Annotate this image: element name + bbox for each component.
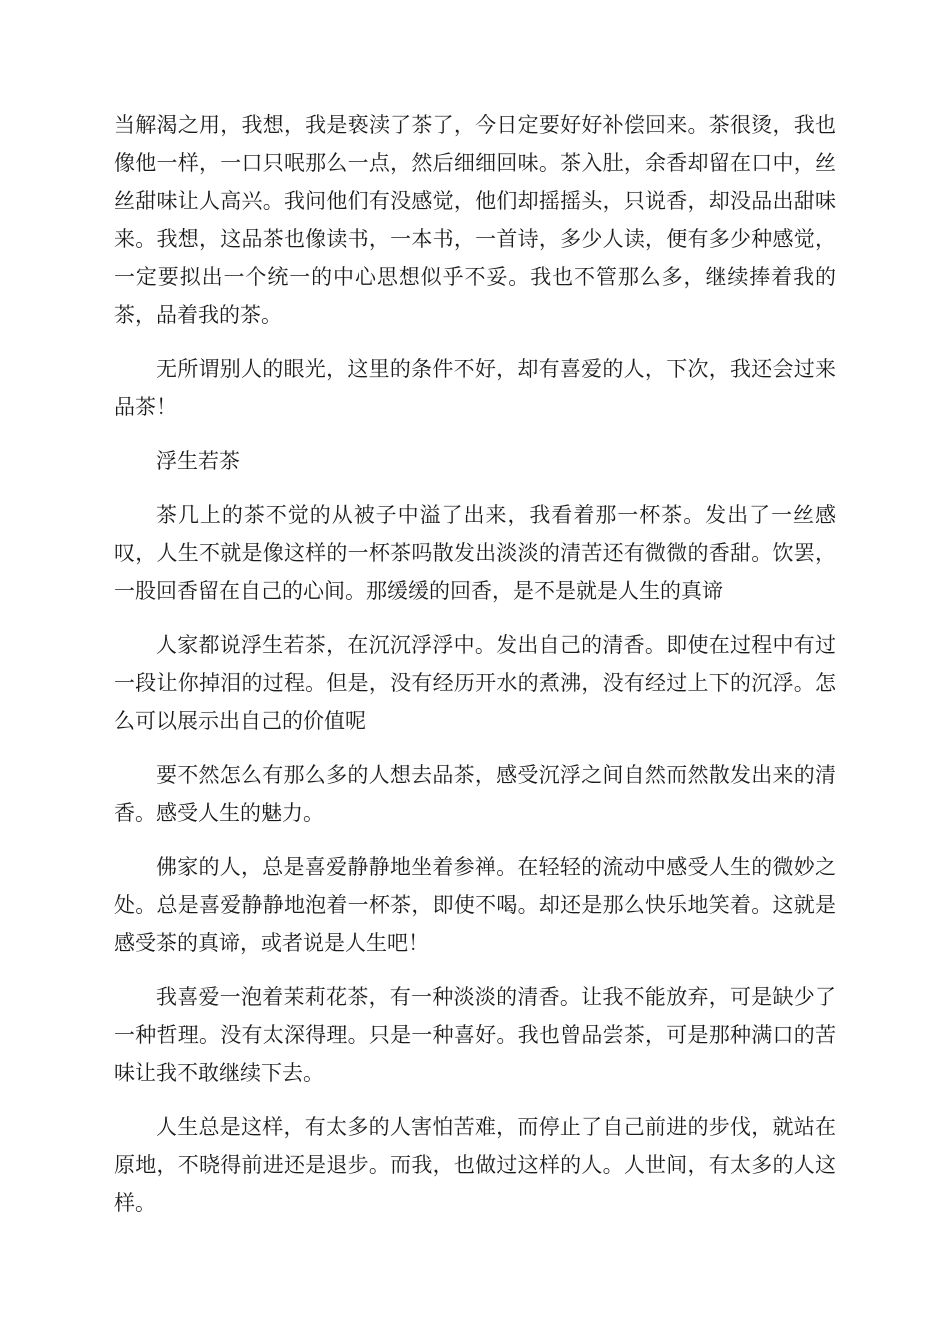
- paragraph: 要不然怎么有那么多的人想去品茶，感受沉浮之间自然而然散发出来的清香。感受人生的魅力。: [114, 763, 836, 825]
- paragraph-continuation: 当解渴之用，我想，我是亵渎了茶了，今日定要好好补偿回来。茶很烫，我也像他一样，一口只呡那么一点，然后细细回味。茶入肚，余香却留在口中，丝丝甜味让人高兴。我问他们有没感觉，他们却摇摇头，只说香，却没品出甜味来。我想，这品茶也像读书，一本书，一首诗，多少人读，便有多少种感觉，一定要拟出一个统一的中心思想似乎不妥。我也不管那么多，继续捧着我的茶，品着我的茶。: [114, 113, 836, 327]
- paragraph: 佛家的人，总是喜爱静静地坐着参禅。在轻轻的流动中感受人生的微妙之处。总是喜爱静静地泡着一杯茶，即使不喝。却还是那么快乐地笑着。这就是感受茶的真谛，或者说是人生吧！: [114, 855, 836, 955]
- paragraph: 人家都说浮生若茶，在沉沉浮浮中。发出自己的清香。即使在过程中有过一段让你掉泪的过程。但是，没有经历开水的煮沸，没有经过上下的沉浮。怎么可以展示出自己的价值呢: [114, 633, 836, 733]
- section-heading: 浮生若茶: [156, 449, 240, 473]
- paragraph: 茶几上的茶不觉的从被子中溢了出来，我看着那一杯茶。发出了一丝感叹，人生不就是像这样的一杯茶吗散发出淡淡的清苦还有微微的香甜。饮罢，一股回香留在自己的心间。那缓缓的回香，是不是就是人生的真谛: [114, 503, 836, 603]
- document-page: [114, 106, 836, 1238]
- paragraph: 我喜爱一泡着茉莉花茶，有一种淡淡的清香。让我不能放弃，可是缺少了一种哲理。没有太深得理。只是一种喜好。我也曾品尝茶，可是那种满口的苦味让我不敢继续下去。: [114, 985, 836, 1085]
- paragraph: 无所谓别人的眼光，这里的条件不好，却有喜爱的人，下次，我还会过来品茶！: [114, 357, 836, 419]
- paragraph: 人生总是这样，有太多的人害怕苦难，而停止了自己前进的步伐，就站在原地，不晓得前进还是退步。而我，也做过这样的人。人世间，有太多的人这样。: [114, 1115, 836, 1215]
